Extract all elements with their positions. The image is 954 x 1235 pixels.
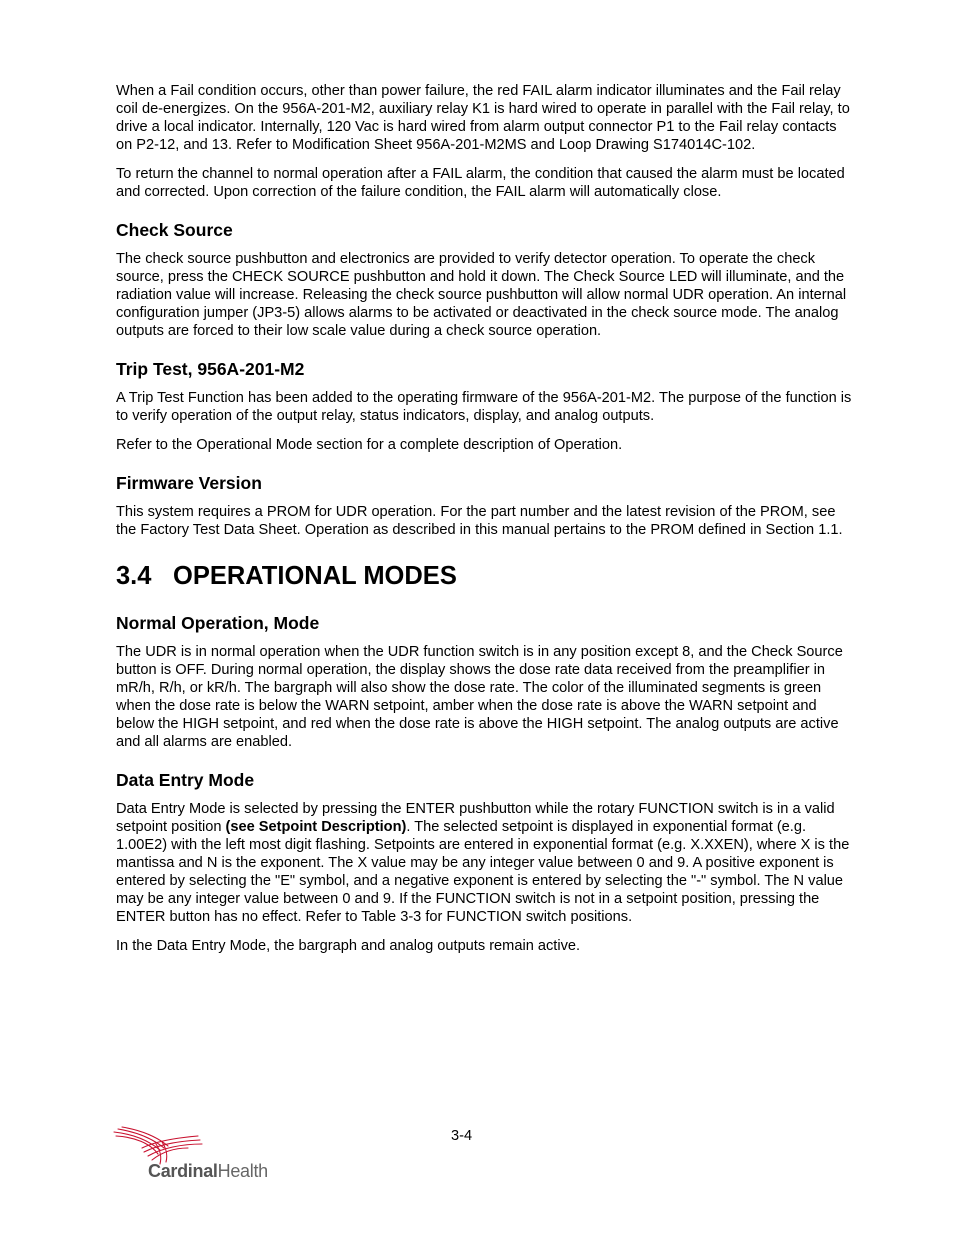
data-entry-text-b: . The selected setpoint is displayed in exponential format (e.g. 1.00E2) with the left most digit flashing. Setpoints are entered in exponential format (e.g. X.XXEN), where X is the mantissa and N is the exponent. The X value may be any integer value between 0 and 9. A positive exponent is entered by selecting the "E" symbol, and a negative exponent is entered by selecting the "-" symbol. The N value may be any integer value between 0 and 9. If the FUNCTION switch is not in a setpoint position, pressing the ENTER button has no effect. Refer to Table 3-3 for FUNCTION switch positions. (116, 819, 850, 925)
logo-text-light: Health (217, 1161, 268, 1181)
paragraph-trip-test-refer: Refer to the Operational Mode section for a complete description of Operation. (116, 437, 623, 453)
page-number: 3-4 (451, 1128, 473, 1144)
data-entry-text-a: Data Entry Mode is selected by pressing the ENTER pushbutton while the rotary FUNCTION switch is in a valid setpoint position (116, 801, 835, 835)
paragraph-data-entry-active: In the Data Entry Mode, the bargraph and analog outputs remain active. (116, 938, 581, 954)
heading-firmware-version: Firmware Version (116, 473, 262, 493)
heading-data-entry-mode: Data Entry Mode (116, 770, 255, 790)
heading-normal-operation: Normal Operation, Mode (116, 613, 320, 633)
paragraph-trip-test: A Trip Test Function has been added to the operating firmware of the 956A-201-M2. The purpose of the function is to verify operation of the output relay, status indicators, display, and analog outputs. (116, 390, 852, 424)
data-entry-bold: (see Setpoint Description) (225, 819, 407, 835)
cardinal-bird-icon (112, 1126, 212, 1166)
paragraph-check-source: The check source pushbutton and electronics are provided to verify detector operation. To operate the check source, press the CHECK SOURCE pushbutton and hold it down. The Check Source LED will illuminate, and the radiation value will increase. Releasing the check source pushbutton will allow normal UDR operation. An internal configuration jumper (JP3-5) allows alarms to be activated or deactivated in the check source mode. The analog outputs are forced to their low scale value during a check source operation. (116, 251, 847, 339)
paragraph-fail-condition: When a Fail condition occurs, other than power failure, the red FAIL alarm indicator illuminates and the Fail relay coil de-energizes. On the 956A-201-M2, auxiliary relay K1 is hard wired to operate in parallel with the Fail relay, to drive a local indicator. Internally, 120 Vac is hard wired from alarm output connector P1 to the Fail relay contacts on P2-12, and 13. Refer to Modification Sheet 956A-201-M2MS and Loop Drawing S174014C-102. (116, 83, 850, 153)
section-title: OPERATIONAL MODES (173, 562, 457, 590)
section-heading (116, 561, 856, 591)
paragraph-return-normal: To return the channel to normal operation after a FAIL alarm, the condition that caused the alarm must be located and corrected. Upon correction of the failure condition, the FAIL alarm will automatically close. (116, 166, 845, 200)
paragraph-normal-operation: The UDR is in normal operation when the UDR function switch is in any position except 8, and the Check Source button is OFF. During normal operation, the display shows the dose rate data received from the preamplifier in mR/h, R/h, or kR/h. The bargraph will also show the dose rate. The color of the illuminated segments is green when the dose rate is below the WARN setpoint, amber when the dose rate is above the WARN setpoint and below the HIGH setpoint, and red when the dose rate is above the HIGH setpoint. The analog outputs are active and all alarms are enabled. (116, 644, 843, 750)
paragraph-firmware: This system requires a PROM for UDR operation. For the part number and the latest revision of the PROM, see the Factory Test Data Sheet. Operation as described in this manual pertains to the PROM defined in Section 1.1. (116, 504, 843, 538)
logo-text-bold: Cardinal (148, 1161, 218, 1181)
paragraph-data-entry (116, 800, 856, 926)
section-number: 3.4 (116, 562, 152, 590)
cardinal-health-logo (112, 1126, 272, 1184)
heading-check-source: Check Source (116, 220, 233, 240)
heading-trip-test: Trip Test, 956A-201-M2 (116, 359, 305, 379)
document-body (116, 82, 856, 966)
